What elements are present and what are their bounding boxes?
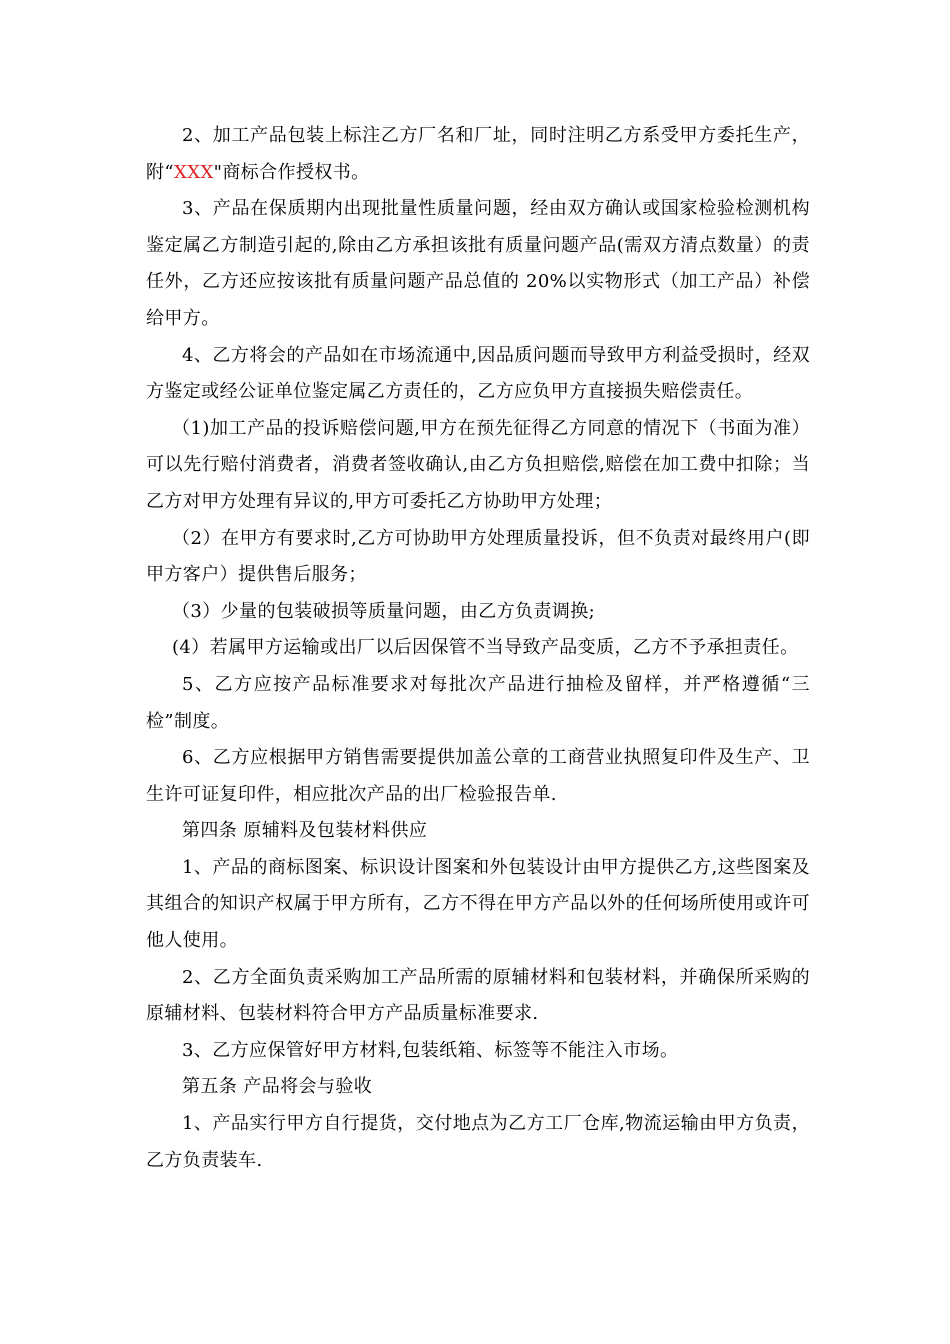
section-heading-4: 第四条 原辅料及包装材料供应 [182,820,428,842]
trademark-placeholder: XXX [174,161,214,183]
section5-item-1: 1、产品实行甲方自行提货，交付地点为乙方工厂仓库,物流运输由甲方负责，乙方负责装车. [146,1113,810,1171]
section4-item-3: 3、乙方应保管好甲方材料,包装纸箱、标签等不能注入市场。 [182,1039,679,1061]
paragraph-2-text-start: 2、加工产品包装上标注乙方厂名和厂址，同时注明乙方系受甲方委托生产，附“ [146,125,810,183]
paragraph-2-text-end: "商标合作授权书。 [213,161,370,183]
paragraph-3: 3、产品在保质期内出现批量性质量问题，经由双方确认或国家检验检测机构鉴定属乙方制造引起的,除由乙方承担该批有质量问题产品(需双方清点数量）的责任外，乙方还应按该批有质量问题产品总值的 20%以实物形式（加工产品）补偿给甲方。 [146,198,810,329]
paragraph-5: 5、乙方应按产品标准要求对每批次产品进行抽检及留样，并严格遵循“三检”制度。 [146,673,810,732]
paragraph-4: 4、乙方将会的产品如在市场流通中,因品质问题而导致甲方利益受损时，经双方鉴定或经公证单位鉴定属乙方责任的，乙方应负甲方直接损失赔偿责任。 [146,344,810,403]
sub-item-4: (4）若属甲方运输或出厂以后因保管不当导致产品变质，乙方不予承担责任。 [172,637,799,659]
sub-item-2: （2）在甲方有要求时,乙方可协助甲方处理质量投诉，但不负责对最终用户(即甲方客户）提供售后服务； [146,527,810,586]
section-heading-5: 第五条 产品将会与验收 [182,1076,373,1098]
paragraph-2 [146,118,810,191]
section4-item-2: 2、乙方全面负责采购加工产品所需的原辅材料和包装材料，并确保所采购的原辅材料、包装材料符合甲方产品质量标准要求. [146,966,810,1025]
document-body [146,118,810,1179]
section4-item-1: 1、产品的商标图案、标识设计图案和外包装设计由甲方提供乙方,这些图案及其组合的知识产权属于甲方所有，乙方不得在甲方产品以外的任何场所使用或许可他人使用。 [146,856,810,952]
sub-item-3: （3）少量的包装破损等质量问题，由乙方负责调换; [172,600,596,622]
sub-item-1: （1)加工产品的投诉赔偿问题,甲方在预先征得乙方同意的情况下（书面为准）可以先行赔付消费者，消费者签收确认,由乙方负担赔偿,赔偿在加工费中扣除；当乙方对甲方处理有异议的,甲方可委托乙方协助甲方处理； [146,417,810,512]
paragraph-6: 6、乙方应根据甲方销售需要提供加盖公章的工商营业执照复印件及生产、卫生许可证复印件，相应批次产品的出厂检验报告单. [146,747,810,805]
